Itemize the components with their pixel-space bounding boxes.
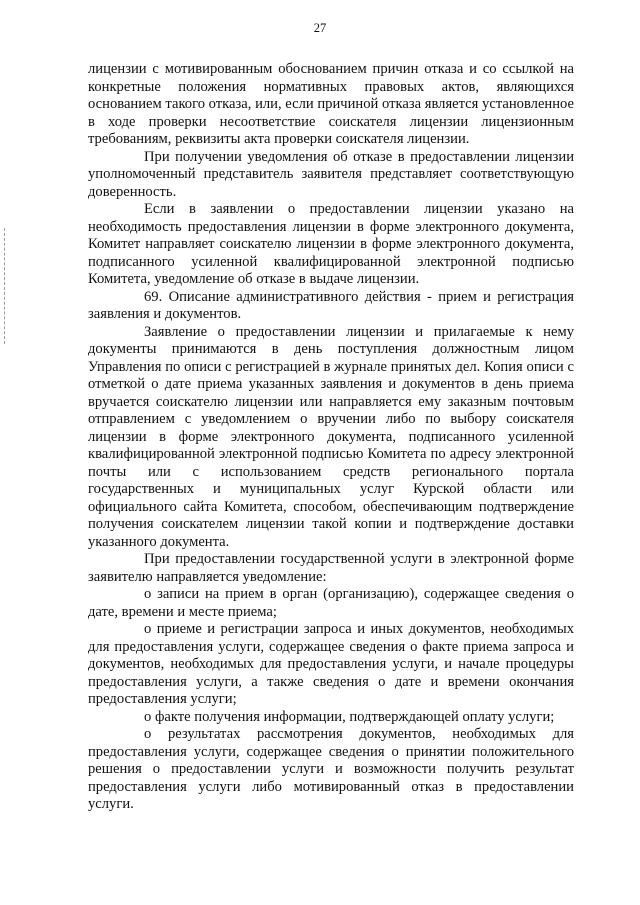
list-item-results: о результатах рассмотрения документов, необходимых для предоставления услуги, содержащее сведения о принятии положительного решения о предоставлении услуги и возможности получить результат предоставления услуги либо мотивированный отказ в предоставлении услуги. xyxy=(88,726,574,812)
list-item-appointment: о записи на прием в орган (организацию), содержащее сведения о дате, времени и месте приема; xyxy=(88,586,574,620)
list-item-registration: о приеме и регистрации запроса и иных документов, необходимых для предоставления услуги, содержащее сведения о факте приема запроса и документов, необходимых для предоставления услуги, и начале процедуры предоставления услуги, а также сведения о дате и времени окончания предоставления услуги; xyxy=(88,621,574,707)
scan-edge-marks xyxy=(4,228,7,344)
section-69-heading: 69. Описание административного действия - прием и регистрация заявления и документов. xyxy=(88,288,574,322)
paragraph-2: При получении уведомления об отказе в предоставлении лицензии уполномоченный представитель заявителя представляет соответствующую доверенность. xyxy=(88,148,574,200)
page-number: 27 xyxy=(313,21,327,35)
paragraph-3: Если в заявлении о предоставлении лицензии указано на необходимость предоставления лицензии в форме электронного документа, Комитет направляет соискателю лицензии в форме электронного документа, подписанного усиленной квалифицированной электронной подписью Комитета, уведомление об отказе в выдаче лицензии. xyxy=(88,201,574,287)
document-body xyxy=(88,61,574,814)
list-item-payment: о факте получения информации, подтверждающей оплату услуги; xyxy=(144,708,555,725)
paragraph-6: При предоставлении государственной услуги в электронной форме заявителю направляется уведомление: xyxy=(88,551,574,585)
paragraph-5: Заявление о предоставлении лицензии и прилагаемые к нему документы принимаются в день поступления должностным лицом Управления по описи с регистрацией в журнале принятых дел. Копия описи с отметкой о дате приема указанных заявления и документов в день приема вручается соискателю лицензии или направляется ему заказным почтовым отправлением с уведомлением о вручении либо по выбору соискателя лицензии в форме электронного документа, подписанного усиленной квалифицированной электронной подписью Комитета по адресу электронной почты или с использованием средств регионального портала государственных и муниципальных услуг Курской области или официального сайта Комитета, способом, обеспечивающим подтверждение получения соискателем лицензии такой копии и подтверждение доставки указанного документа. xyxy=(88,323,574,550)
paragraph-1-continuation: лицензии с мотивированным обоснованием причин отказа и со ссылкой на конкретные положения нормативных правовых актов, являющихся основанием такого отказа, или, если причиной отказа является установленное в ходе проверки несоответствие соискателя лицензии лицензионным требованиям, реквизиты акта проверки соискателя лицензии. xyxy=(88,61,574,147)
